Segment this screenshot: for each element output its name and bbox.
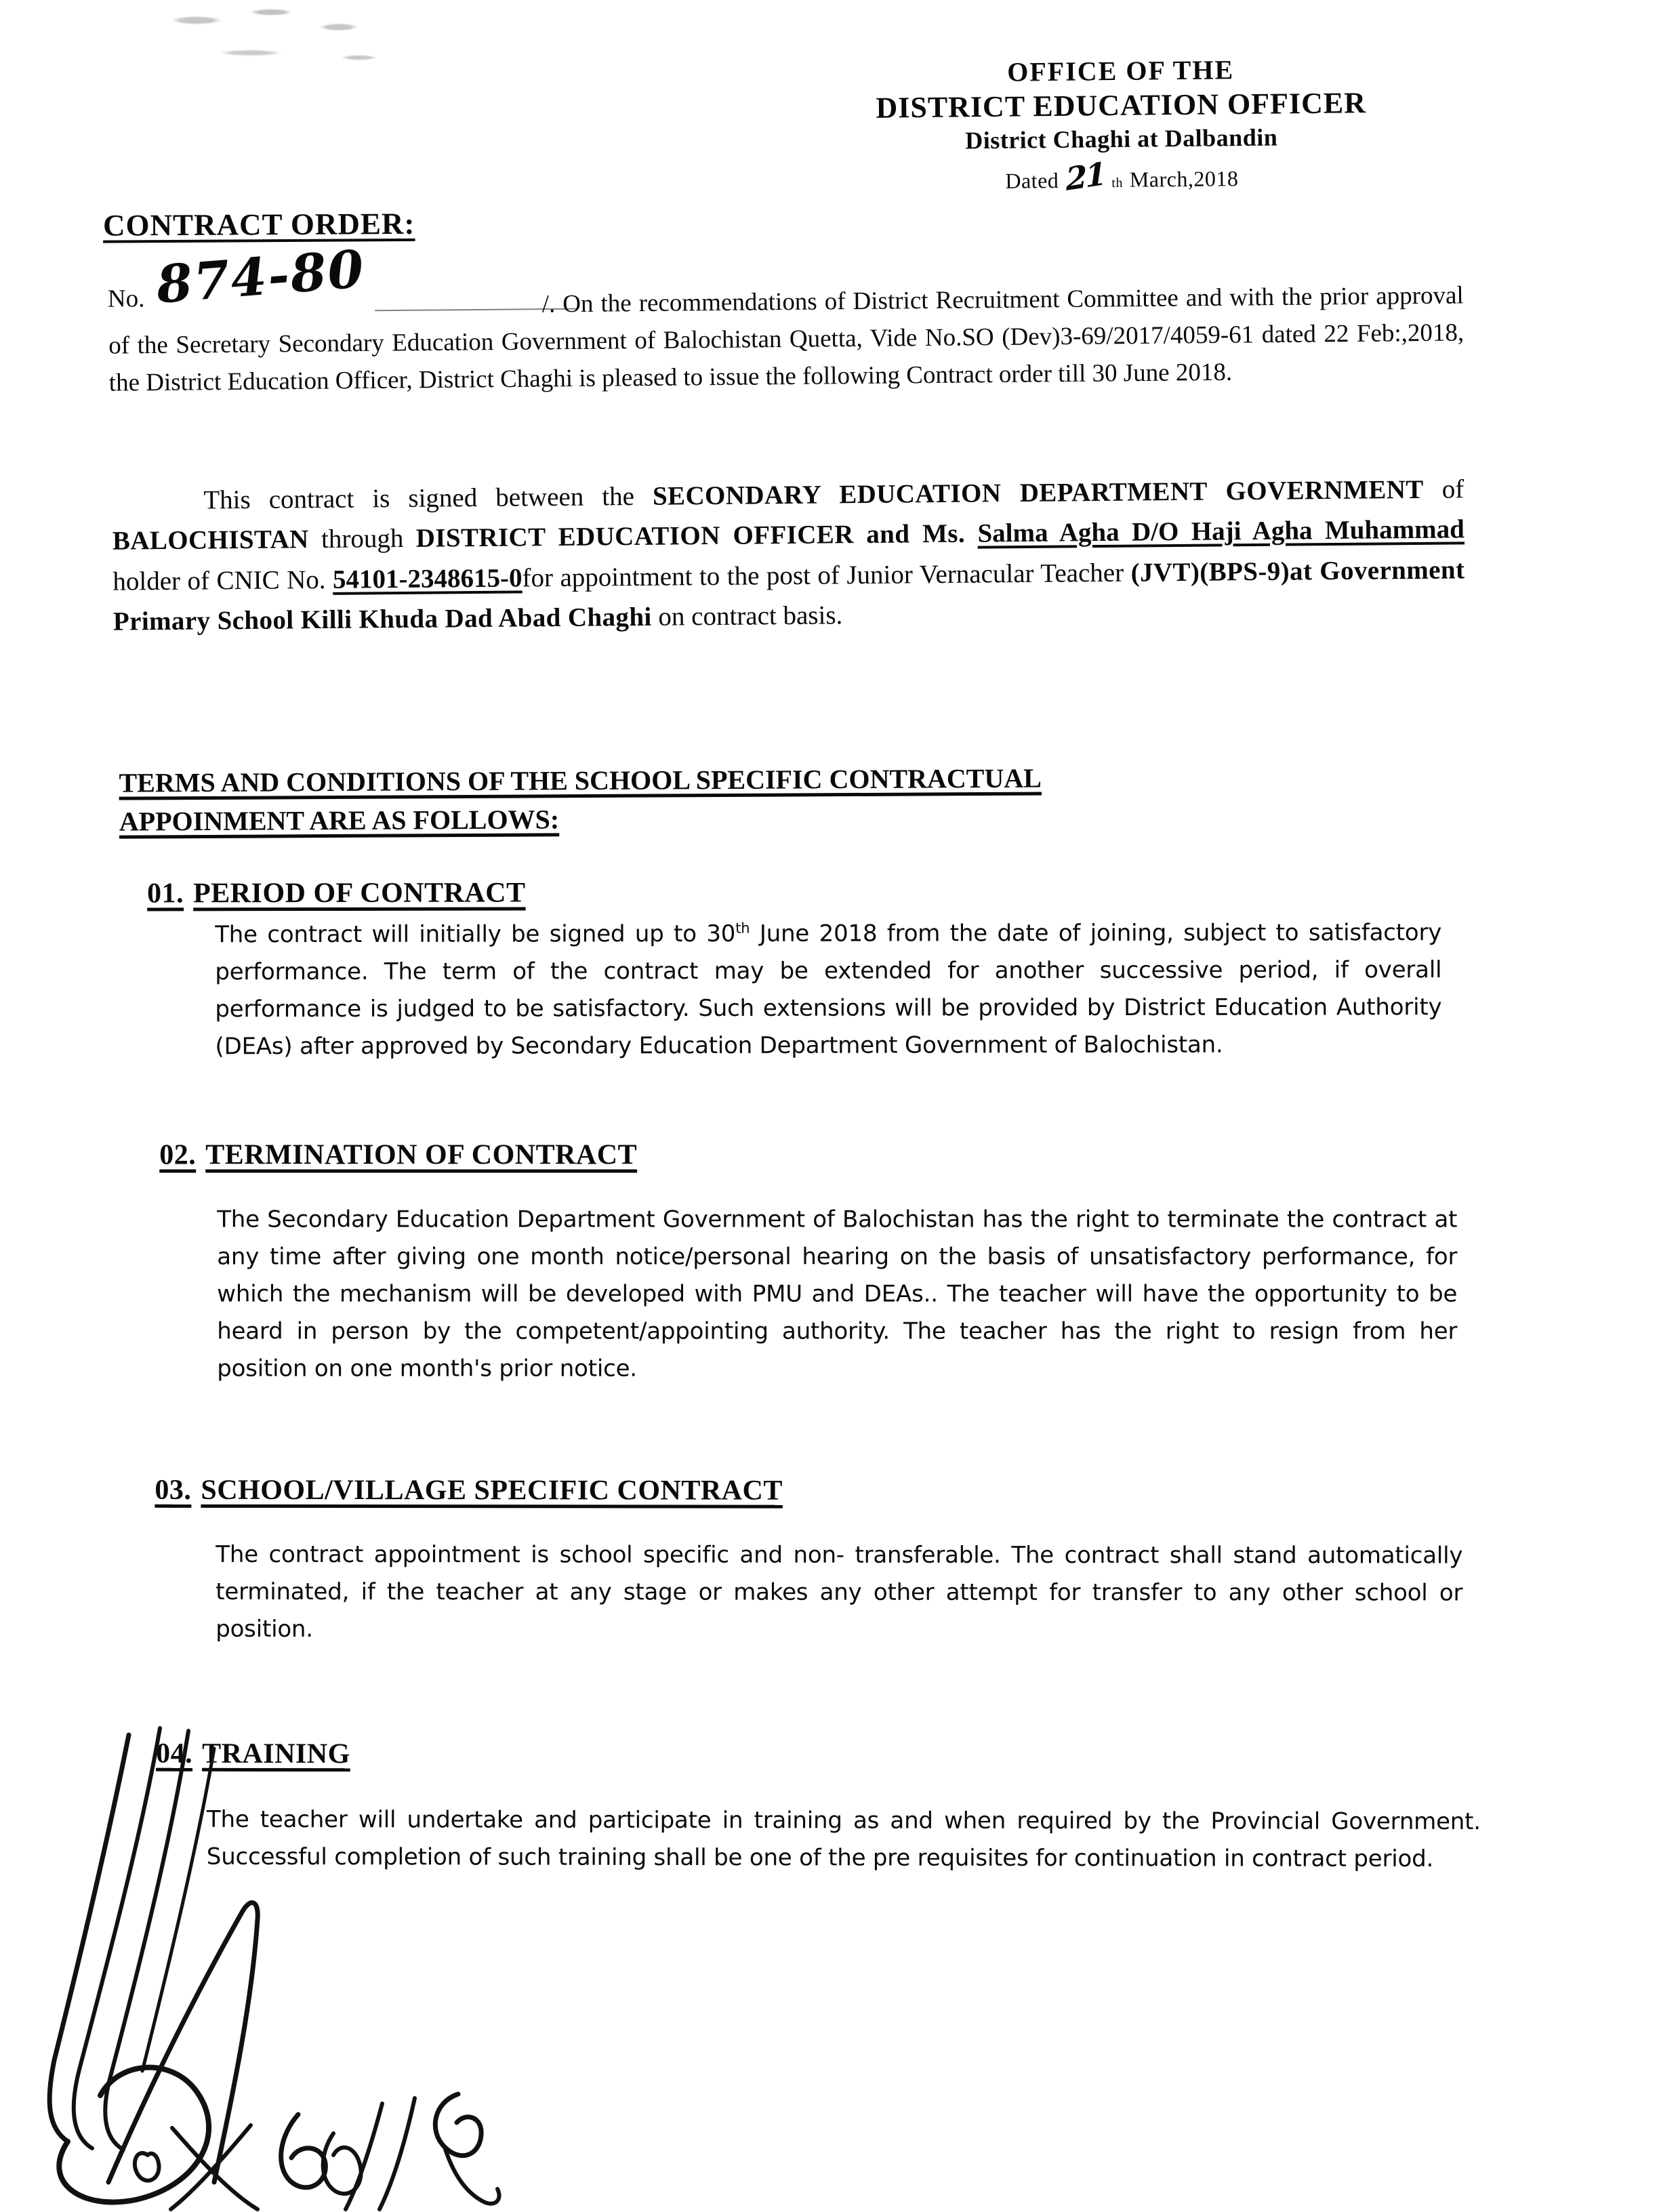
order-intro-paragraph — [108, 277, 1465, 401]
section-01-heading: PERIOD OF CONTRACT — [193, 877, 526, 909]
school-location: at Government Primary School Killi Khuda Dad Abad Chaghi — [112, 554, 1465, 636]
contract-parties-paragraph — [112, 469, 1465, 641]
contract-party-b: DISTRICT EDUCATION OFFICER — [415, 520, 854, 554]
section-01-title — [147, 875, 1455, 909]
order-number-label: No. — [107, 285, 145, 313]
letterhead — [829, 51, 1413, 198]
contract-province: BALOCHISTAN — [112, 525, 309, 556]
section-02-number: 02. — [159, 1139, 197, 1171]
contract-and-ms: and Ms. — [866, 519, 966, 550]
section-01-body-rest: June 2018 from the date of joining, subject to satisfactory performance. The term of the contract may be extended for another successive period, if overall performance is judged to be satisfactory. Such extensions will be provided by District Education Authority (DEAs) after approved by Secondary Education Department Government of Balochistan. — [215, 919, 1442, 1061]
dated-label: Dated — [1005, 167, 1059, 193]
terms-heading-line-1: TERMS AND CONDITIONS OF THE SCHOOL SPECIFIC CONTRACTUAL — [119, 762, 1042, 798]
terms-heading-line-2: APPOINMENT ARE AS FOLLOWS: — [119, 804, 560, 837]
letterhead-line-district: District Chaghi at Dalbandin — [964, 123, 1278, 155]
contract-through-word: through — [321, 524, 404, 554]
contract-of-word: of — [1441, 474, 1465, 504]
contract-party-a: SECONDARY EDUCATION DEPARTMENT GOVERNMENT — [652, 474, 1424, 511]
dated-ordinal: th — [1111, 175, 1124, 190]
section-02-body: The Secondary Education Department Government of Balochistan has the right to terminate the contract at any time after giving one month notice/personal hearing on the basis of unsatisfactory performance, for which the mechanism will be developed with PMU and DEAs.. The teacher will have the opportunity to be heard in person by the competent/appointing authority. The teacher has the right to resign from her position on one month's prior notice. — [217, 1206, 1458, 1382]
section-01-ordinal: th — [735, 920, 750, 937]
section-03-title — [155, 1474, 1469, 1508]
contract-holder-of: holder of — [112, 566, 210, 596]
order-intro-text: /. On the recommendations of District Recruitment Committee and with the prior approval of the Secretary Secondary Education Government of Balochistan Quetta, Vide No.SO (Dev)3-69/2017/4059-61 dated 22 Feb:,2018, the District Education Officer, District Chaghi is pleased to issue the following Contract order till 30 June 2018. — [108, 281, 1465, 397]
contract-lead-text: This contract is signed between the — [203, 482, 635, 515]
dated-month-year: March,2018 — [1129, 165, 1239, 192]
cnic-value: 54101-2348615-0 — [332, 562, 523, 594]
section-04-body: The teacher will undertake and participate in training as and when required by the Provincial Government. Successful completion of such training shall be one of the pre requisites for continuation in contract period. — [206, 1805, 1481, 1873]
contract-indent-spacer — [112, 509, 203, 510]
letterhead-line-office: OFFICE OF THE — [1006, 54, 1235, 87]
section-01-body-prefix: The contract will initially be signed up to 30 — [215, 920, 736, 949]
section-04-title — [156, 1738, 1491, 1772]
section-03-body: The contract appointment is school specific and non- transferable. The contract shall stand automatically terminated, if the teacher at any stage or makes any other attempt for transfer to any other school or position. — [216, 1540, 1463, 1643]
contract-closing: on contract basis. — [658, 600, 843, 632]
section-01-number: 01. — [147, 878, 184, 909]
section-02-title — [159, 1139, 1467, 1172]
section-school-village-specific-contract — [155, 1474, 1469, 1650]
cnic-label: CNIC No. — [216, 565, 326, 595]
appointment-text: for appointment to the post of Junior Vernacular Teacher — [522, 558, 1124, 592]
order-number-handwritten: 874-80 — [155, 238, 368, 315]
teacher-name: Salma Agha D/O Haji Agha Muhammad — [977, 514, 1465, 548]
letterhead-date-line — [830, 154, 1414, 199]
intro-indent-spacer — [108, 312, 542, 316]
section-period-of-contract — [147, 875, 1455, 1066]
section-02-heading: TERMINATION OF CONTRACT — [205, 1139, 638, 1171]
section-03-number: 03. — [155, 1474, 192, 1506]
section-04-number: 04. — [156, 1738, 193, 1769]
section-termination-of-contract — [159, 1139, 1467, 1388]
contract-order-heading: CONTRACT ORDER: — [102, 206, 415, 243]
terms-and-conditions-heading — [119, 758, 1312, 841]
section-04-heading: TRAINING — [202, 1738, 350, 1770]
dated-day-handwritten: 21 — [1065, 155, 1106, 198]
section-01-body — [215, 914, 1441, 1065]
section-03-heading: SCHOOL/VILLAGE SPECIFIC CONTRACT — [201, 1474, 783, 1507]
letterhead-line-officer: DISTRICT EDUCATION OFFICER — [876, 86, 1367, 125]
post-code: (JVT)(BPS-9) — [1130, 556, 1290, 588]
section-training — [156, 1738, 1491, 1879]
